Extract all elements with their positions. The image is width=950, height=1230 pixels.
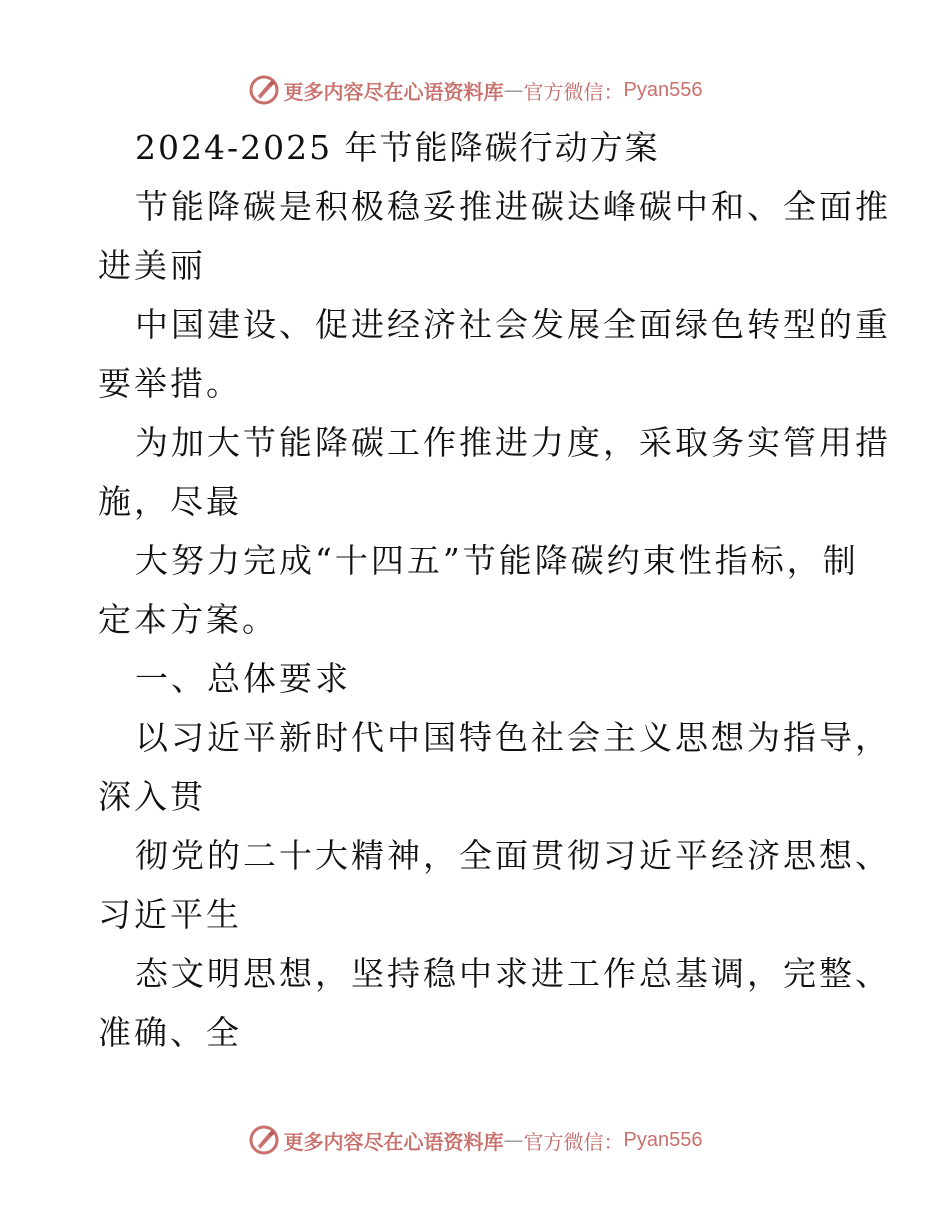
paragraph-line: 习近平生 [98, 895, 242, 934]
paragraph-line: 定本方案。 [98, 600, 278, 639]
watermark-wechat-label: 官方微信： [523, 1129, 624, 1154]
paragraph-line: 中国建设、促进经济社会发展全面绿色转型的重 [135, 305, 891, 344]
paragraph-line: 深入贯 [98, 777, 206, 816]
watermark-text: 更多内容尽在心语资料库 [283, 1129, 504, 1154]
paragraph-line: 彻党的二十大精神，全面贯彻习近平经济思想、 [135, 836, 891, 875]
document-body [98, 118, 891, 1062]
paragraph-line: 为加大节能降碳工作推进力度，采取务实管用措 [135, 423, 891, 462]
watermark-separator: — [503, 1128, 524, 1152]
pen-circle-icon [248, 74, 280, 106]
footer-watermark [0, 1120, 950, 1160]
watermark-separator: — [503, 78, 524, 102]
paragraph-line: 态文明思想，坚持稳中求进工作总基调，完整、 [135, 954, 891, 993]
paragraph-line: 节能降碳是积极稳妥推进碳达峰碳中和、全面推 [135, 187, 891, 226]
watermark-text: 更多内容尽在心语资料库 [283, 79, 504, 104]
watermark-wechat-id: Pyan556 [623, 1128, 703, 1151]
paragraph-line: 施，尽最 [98, 482, 242, 521]
watermark-wechat-id: Pyan556 [623, 78, 703, 101]
document-title: 2024-2025 年节能降碳行动方案 [135, 128, 660, 167]
paragraph-line: 大努力完成“十四五”节能降碳约束性指标，制 [135, 541, 859, 580]
pen-circle-icon [248, 1124, 280, 1156]
section-heading: 一、总体要求 [135, 659, 351, 698]
watermark-wechat-label: 官方微信： [523, 79, 624, 104]
paragraph-line: 进美丽 [98, 246, 206, 285]
paragraph-line: 要举措。 [98, 364, 242, 403]
paragraph-line: 准确、全 [98, 1013, 242, 1052]
header-watermark [0, 70, 950, 110]
paragraph-line: 以习近平新时代中国特色社会主义思想为指导， [135, 718, 891, 757]
